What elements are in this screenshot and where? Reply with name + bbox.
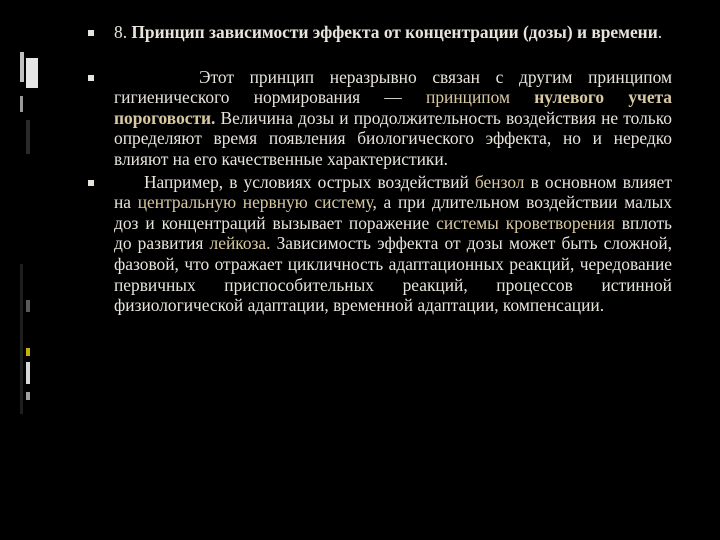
paragraph-text: в основном влияет на [114,171,673,213]
link-leukemia[interactable]: лейкоза. [209,233,271,254]
bullet-icon [88,30,94,36]
decor-bar [26,58,38,88]
slide-content [88,22,672,316]
paragraph-text: , а при длительном воздействии малых доз и концентраций вызывает поражение [114,192,673,233]
slide-title [88,22,672,43]
link-hematopoiesis[interactable]: системы кроветворения [436,212,615,233]
paragraph-principle [88,67,672,170]
title-text: Принцип зависимости эффекта от концентрации (дозы) и времени [131,22,658,42]
link-cns[interactable]: центральную нервную систему [137,192,373,213]
title-period: . [657,22,663,42]
paragraph-text: вплоть до развития [114,212,672,254]
link-benzene[interactable]: бензол [474,171,525,192]
decor-bar [26,348,30,356]
bullet-icon [88,75,94,81]
decor-bar [26,120,30,154]
paragraph-text: Этот принцип неразрывно связан с другим принципом гигиенического нормирования — [114,66,672,108]
decor-bar [26,392,30,400]
paragraph-text: Величина дозы и продолжительность воздействия не только определяют время появления биологического эффекта, но и нередко влияют на его качественные характеристики. [114,107,672,169]
decor-bar [26,300,30,312]
space [510,87,534,107]
paragraph-example [88,172,672,316]
title-number: 8. [114,22,132,42]
decor-bar [20,96,23,112]
left-decoration [0,0,40,540]
paragraph-text: Зависимость эффекта от дозы может быть сложной, фазовой, что отражает цикличность адаптационных реакций, чередование первичных приспособительных реакций, процессов истинной физиологической адаптации, временной адаптации, компенсации. [114,233,672,316]
bullet-icon [88,180,94,186]
link-principle[interactable]: принципом [426,87,510,108]
decor-bar [20,52,24,82]
decor-bar [20,264,23,414]
link-zero-threshold[interactable]: нулевого учета пороговости. [114,87,672,128]
paragraph-text: Например, в условиях острых воздействий [144,171,475,192]
decor-bar [26,362,30,384]
